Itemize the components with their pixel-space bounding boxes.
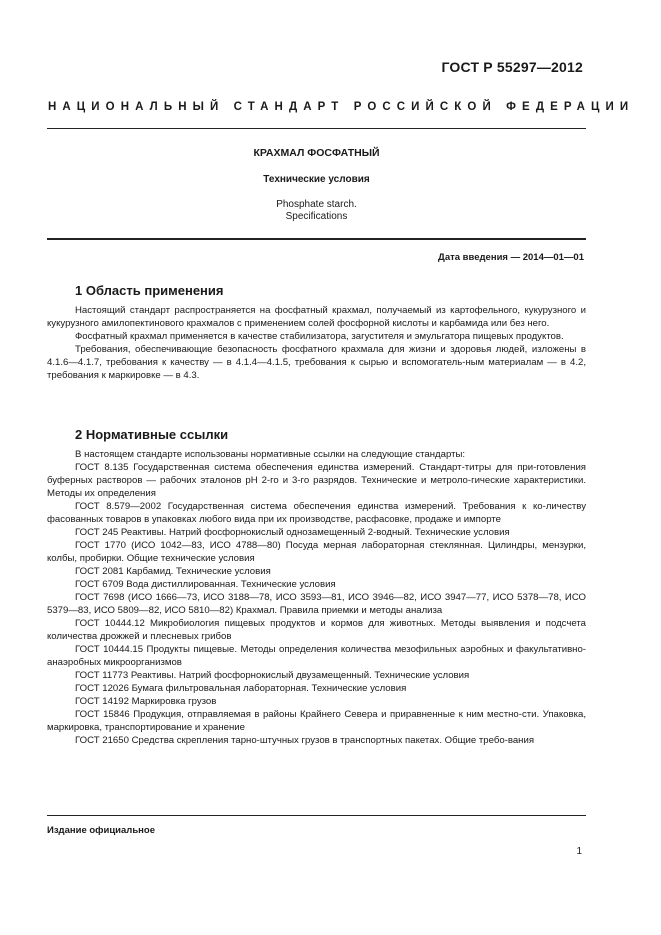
reference-item: ГОСТ 7698 (ИСО 1666—73, ИСО 3188—78, ИСО 3593—81, ИСО 3946—82, ИСО 3947—77, ИСО 5378—78, ИСО 5379—83, ИСО 5809—82, ИСО 5810—82) Крахмал. Правила приемки и методы анализа bbox=[47, 592, 586, 616]
official-edition-label: Издание официальное bbox=[47, 825, 155, 836]
title-divider bbox=[47, 238, 586, 240]
national-standard-banner: НАЦИОНАЛЬНЫЙ СТАНДАРТ РОССИЙСКОЙ ФЕДЕРАЦИИ bbox=[48, 101, 635, 113]
standard-code: ГОСТ Р 55297—2012 bbox=[441, 59, 583, 75]
page-number: 1 bbox=[576, 846, 582, 857]
reference-item: ГОСТ 8.579—2002 Государственная система обеспечения единства измерений. Требования к ко-личеству фасованных товаров в упаковках любого вида при их производстве, расфасовке, продаже и импорте bbox=[47, 501, 586, 525]
footer-divider bbox=[47, 815, 586, 816]
section-heading: 2 Нормативные ссылки bbox=[75, 427, 229, 442]
section-scope bbox=[47, 283, 586, 382]
header-divider bbox=[47, 128, 586, 129]
english-title-line-1: Phosphate starch. bbox=[276, 199, 357, 210]
reference-item: ГОСТ 14192 Маркировка грузов bbox=[75, 696, 217, 707]
document-title: КРАХМАЛ ФОСФАТНЫЙ bbox=[253, 147, 380, 159]
introduction-date: Дата введения — 2014—01—01 bbox=[438, 252, 584, 263]
paragraph: Требования, обеспечивающие безопасность фосфатного крахмала для жизни и здоровья людей, изложены в 4.1.6—4.1.7, требования к качеству — в 4.1.4—4.1.5, требования к сырью и вспомогатель-ным материалам — в 4.2, требования к маркировке — в 4.3. bbox=[47, 344, 586, 381]
paragraph: В настоящем стандарте использованы нормативные ссылки на следующие стандарты: bbox=[75, 449, 466, 460]
section-heading: 1 Область применения bbox=[75, 283, 224, 298]
reference-item: ГОСТ 2081 Карбамид. Технические условия bbox=[75, 566, 271, 577]
reference-item: ГОСТ 21650 Средства скрепления тарно-штучных грузов в транспортных пакетах. Общие требо-вания bbox=[75, 735, 535, 746]
paragraph: Фосфатный крахмал применяется в качестве стабилизатора, загустителя и эмульгатора пищевых продуктов. bbox=[75, 331, 564, 342]
section-normative-references bbox=[47, 427, 586, 747]
reference-item: ГОСТ 8.135 Государственная система обеспечения единства измерений. Стандарт-титры для при-готовления буферных растворов — рабочих эталонов pH 2-го и 3-го разрядов. Технические и метроло-гические характеристики. Методы их определения bbox=[47, 462, 586, 499]
english-title bbox=[47, 199, 586, 223]
paragraph: Настоящий стандарт распространяется на фосфатный крахмал, получаемый из картофельного, кукурузного и кукурузного амилопектинового крахмалов с применением солей фосфорной кислоты и карбамида или без него. bbox=[47, 305, 586, 329]
reference-item: ГОСТ 1770 (ИСО 1042—83, ИСО 4788—80) Посуда мерная лабораторная стеклянная. Цилиндры, мензурки, колбы, пробирки. Общие технические условия bbox=[47, 540, 586, 564]
reference-item: ГОСТ 15846 Продукция, отправляемая в районы Крайнего Севера и приравненные к ним местно-сти. Упаковка, маркировка, транспортирование и хранение bbox=[47, 709, 586, 733]
reference-item: ГОСТ 245 Реактивы. Натрий фосфорнокислый однозамещенный 2-водный. Технические условия bbox=[75, 527, 510, 538]
reference-item: ГОСТ 10444.12 Микробиология пищевых продуктов и кормов для животных. Методы выявления и подсчета количества дрожжей и плесневых грибов bbox=[47, 618, 586, 642]
reference-item: ГОСТ 11773 Реактивы. Натрий фосфорнокислый двузамещенный. Технические условия bbox=[75, 670, 470, 681]
english-title-line-2: Specifications bbox=[285, 211, 348, 222]
reference-item: ГОСТ 12026 Бумага фильтровальная лабораторная. Технические условия bbox=[75, 683, 407, 694]
document-subtitle: Технические условия bbox=[263, 174, 370, 185]
reference-item: ГОСТ 10444.15 Продукты пищевые. Методы определения количества мезофильных аэробных и факультативно-анаэробных микроорганизмов bbox=[47, 644, 586, 668]
reference-item: ГОСТ 6709 Вода дистиллированная. Технические условия bbox=[75, 579, 336, 590]
